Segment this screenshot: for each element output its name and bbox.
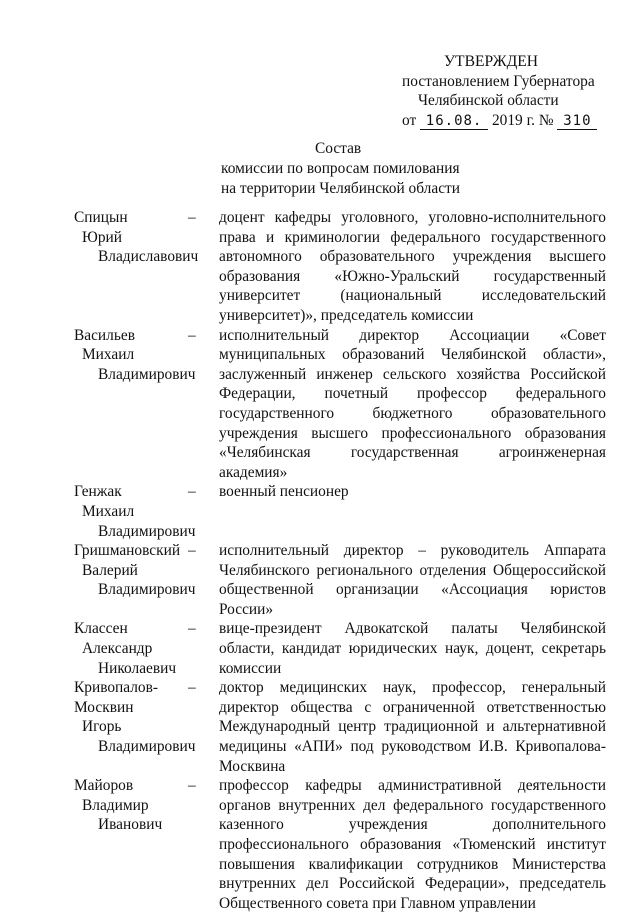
- member-dash: –: [188, 209, 196, 226]
- member-name-line: Игорь: [82, 718, 122, 736]
- approval-line-1: постановлением Губернатора: [402, 72, 595, 90]
- member-description-line: права и криминологии федерального государственного: [219, 228, 606, 246]
- member-description-line: Челябинского регионального отделения Общероссийской: [219, 561, 606, 579]
- member-name-line: Кривопалов-: [74, 679, 159, 697]
- member-name-line: Спицын: [74, 209, 128, 226]
- member-name-line: Москвин: [74, 698, 134, 716]
- member-description-line: органов внутренних дел федерального государственного: [219, 796, 606, 814]
- member-description-line: академия»: [219, 463, 288, 481]
- approval-stamp: [402, 52, 622, 130]
- member-description-line: университет)», председатель комиссии: [219, 306, 474, 324]
- title-line-3: на территории Челябинской области: [221, 180, 460, 197]
- date-prefix: от: [402, 111, 417, 129]
- member-description-line: профессионального образования «Тюменский институт: [219, 836, 606, 853]
- member-description: [219, 678, 606, 776]
- member-description-line: профессор кафедры административной деятельности: [219, 777, 606, 795]
- member-dash: –: [188, 326, 196, 344]
- member-name-line: Владимирович: [98, 365, 196, 383]
- member-row: [74, 619, 606, 678]
- member-description-line: учреждения высшего профессионального образования: [219, 424, 606, 442]
- member-description-line: Международный центр традиционной и альтернативной: [219, 718, 606, 736]
- member-name-line: Михаил: [82, 502, 135, 520]
- member-name: [74, 326, 196, 385]
- member-name-line: Владимир: [82, 796, 149, 814]
- handwritten-date: 16.08.: [420, 114, 488, 130]
- member-description: [219, 776, 606, 913]
- member-description-line: Федерации, почетный профессор федерального: [219, 385, 606, 403]
- member-dash: –: [188, 777, 196, 795]
- member-name: [74, 482, 196, 541]
- member-row: [74, 776, 606, 913]
- title-line-1: Состав: [315, 140, 362, 157]
- member-name-line: Александр: [82, 640, 153, 658]
- member-description-line: внутренних дел Российской Федерации», председатель: [219, 875, 606, 893]
- member-description-line: общественной организации «Ассоциация юристов: [219, 581, 606, 599]
- member-name: [74, 776, 188, 835]
- member-list: [74, 208, 606, 913]
- member-name-line: Классен: [74, 620, 128, 638]
- member-name-line: Генжак: [74, 483, 122, 501]
- member-description-line: доктор медицинских наук, профессор, генеральный: [219, 679, 606, 697]
- member-description: [219, 619, 606, 678]
- member-description: [219, 326, 606, 483]
- member-dash: –: [188, 542, 196, 560]
- member-name-line: Васильев: [74, 326, 135, 344]
- member-row: [74, 541, 606, 619]
- member-description-line: «Челябинская государственная агроинженерная: [219, 444, 606, 462]
- member-description-line: повышения квалификации сотрудников Министерства: [219, 855, 606, 873]
- member-description-line: директор общества с ограниченной ответственностью: [219, 698, 606, 716]
- member-name-line: Михаил: [82, 346, 135, 364]
- member-description-line: университет (национальный исследовательский: [219, 287, 606, 305]
- member-name-line: Майоров: [74, 777, 134, 795]
- approval-heading: УТВЕРЖДЕН: [444, 53, 539, 70]
- member-description: [219, 208, 606, 326]
- member-name-line: Юрий: [82, 228, 122, 246]
- member-description: [219, 541, 606, 619]
- member-description-line: Москвина: [219, 757, 286, 775]
- member-description-line: заслуженный инженер сельского хозяйства Российской: [219, 365, 606, 383]
- approval-date-line: [402, 112, 597, 129]
- member-row: [74, 208, 606, 326]
- member-dash: –: [188, 679, 196, 697]
- member-description-line: автономного образовательного учреждения высшего: [219, 248, 606, 266]
- member-name-line: Владиславович: [98, 248, 199, 266]
- member-description: [219, 482, 606, 502]
- member-description-line: государственного бюджетного образовательного: [219, 404, 606, 422]
- member-name-line: Владимирович: [98, 522, 196, 540]
- approval-line-2: Челябинской области: [418, 92, 559, 110]
- member-description-line: области, кандидат юридических наук, доцент, секретарь: [219, 640, 606, 658]
- member-name: [74, 678, 196, 756]
- member-description-line: казенного учреждения дополнительного: [219, 816, 606, 834]
- member-description-line: комиссии: [219, 659, 282, 677]
- member-description-line: доцент кафедры уголовного, уголовно-исполнительного: [219, 209, 606, 226]
- member-name: [74, 619, 188, 678]
- member-name-line: Николаевич: [98, 659, 177, 677]
- member-description-line: медицины «АПИ» под руководством И.В. Кривопалова-: [219, 738, 606, 756]
- member-description-line: России»: [219, 600, 274, 618]
- member-description-line: образования «Южно-Уральский государственный: [219, 267, 606, 285]
- member-description-line: муниципальных образований Челябинской области»,: [219, 346, 606, 364]
- member-name-line: Владимирович: [98, 581, 196, 599]
- member-name: [74, 541, 196, 600]
- member-description-line: исполнительный директор – руководитель Аппарата: [219, 542, 606, 560]
- member-name-line: Владимирович: [98, 738, 196, 756]
- member-dash: –: [188, 483, 196, 501]
- member-name-line: Иванович: [98, 816, 163, 834]
- member-row: [74, 482, 606, 541]
- member-name-line: Валерий: [82, 561, 138, 579]
- member-row: [74, 678, 606, 776]
- member-description-line: военный пенсионер: [219, 483, 349, 501]
- member-description-line: исполнительный директор Ассоциации «Совет: [219, 326, 606, 344]
- member-description-line: вице-президент Адвокатской палаты Челябинской: [219, 620, 606, 638]
- year-text: 2019 г. №: [491, 111, 554, 129]
- member-name: [74, 208, 199, 267]
- member-name-line: Гришмановский: [74, 542, 181, 560]
- title-line-2: комиссии по вопросам помилования: [221, 160, 460, 177]
- member-row: [74, 326, 606, 483]
- member-dash: –: [188, 620, 196, 638]
- handwritten-number: 310: [557, 114, 597, 130]
- member-description-line: Общественного совета при Главном управлении: [219, 894, 536, 912]
